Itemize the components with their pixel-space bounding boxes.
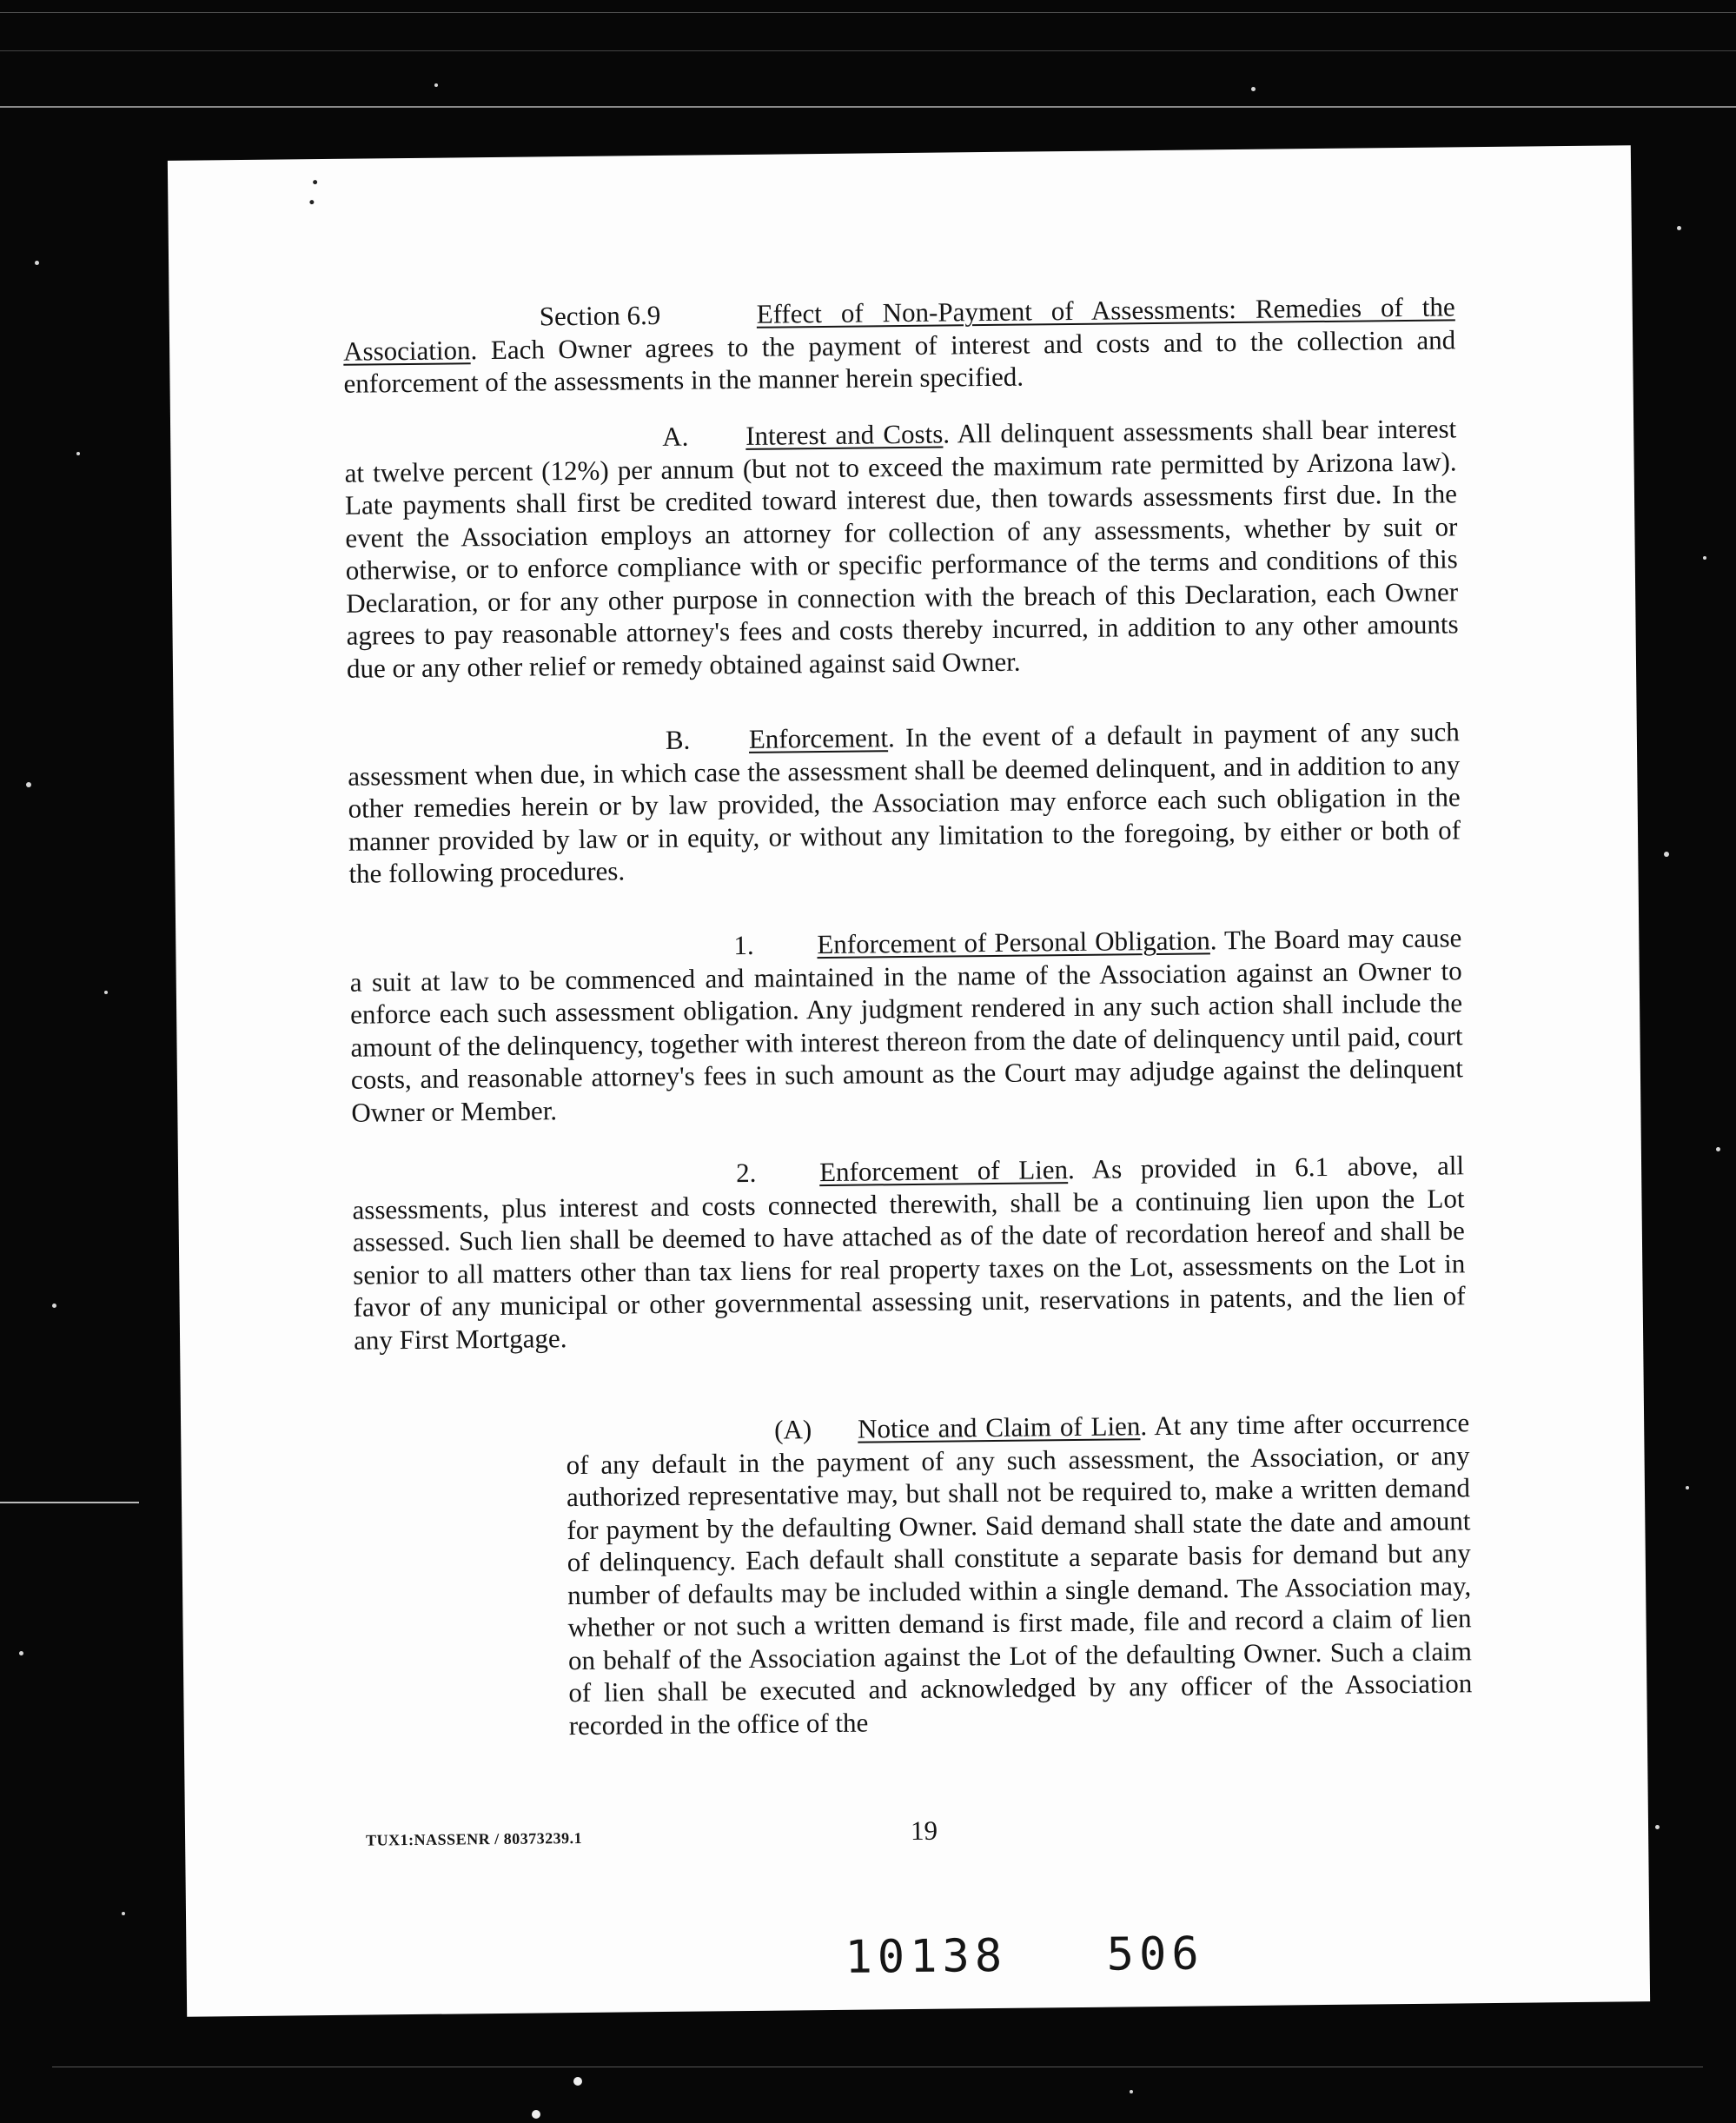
- paragraph-2: [352, 1149, 1466, 1356]
- section-6-9: [343, 290, 1456, 400]
- paragraph-1: [349, 921, 1463, 1128]
- para-a-sub-label: (A): [774, 1414, 812, 1445]
- para-a-sub-heading: Notice and Claim of Lien: [858, 1410, 1141, 1444]
- para-a-label: A.: [662, 421, 689, 452]
- para-b-body: . In the event of a default in payment of any such assessment when due, in which case the assessment shall be deemed delinquent, and in addition to any other remedies herein or by law provided, the Association may enforce each such obligation in the manner provided by law or in equity, or without any limitation to the foregoing, by either or both of the following procedures.: [348, 716, 1461, 889]
- para-2-label: 2.: [735, 1157, 757, 1189]
- para-1-body: . The Board may cause a suit at law to be commenced and maintained in the name of the Association against an Owner to enforce each such assessment obligation. Any judgment rendered in any such action shall include the amount of the delinquency, together with interest thereon from the date of delinquency until paid, court costs, and reasonable attorney's fees in such amount as the Court may adjudge against the delinquent Owner or Member.: [349, 922, 1464, 1128]
- recording-stamp: [845, 1928, 1204, 1984]
- para-1-label: 1.: [733, 929, 754, 961]
- para-2-heading: Enforcement of Lien: [818, 1154, 1069, 1188]
- para-2-body: . As provided in 6.1 above, all assessments, plus interest and costs connected therewith, shall be a continuing lien upon the Lot assessed. Such lien shall be deemed to have attached as of the date of recordation hereof and shall be senior to all matters other than tax liens for real property taxes on the Lot, assessments on the Lot in favor of any municipal or other governmental assessing unit, reservations in patents, and the lien of any First Mortgage.: [352, 1150, 1466, 1356]
- paragraph-a: [344, 412, 1459, 684]
- paragraph-a-sub: [566, 1379, 1474, 1768]
- para-1-heading: Enforcement of Personal Obligation: [817, 925, 1210, 960]
- section-number: Section 6.9: [539, 299, 661, 332]
- para-a-heading: Interest and Costs: [745, 418, 944, 451]
- speck: [313, 180, 317, 184]
- para-b-heading: Enforcement: [748, 722, 889, 754]
- page-number: 19: [910, 1815, 938, 1847]
- document-page: [168, 145, 1650, 2017]
- section-title: Effect of Non-Payment of Assessments: Remedies of the Association: [342, 291, 1455, 367]
- para-a-body: . All delinquent assessments shall bear interest at twelve percent (12%) per annum (but not to exceed the maximum rate permitted by Arizona law). Late payments shall first be credited toward interest due, then towards assessments first due. In the event the Association employs an attorney for collection of any assessments, whether by suit or otherwise, or to enforce compliance with or specific performance of the terms and conditions of this Declaration, or for any other purpose in connection with the breach of this Declaration, each Owner agrees to pay reasonable attorney's fees and costs thereby incurred, in addition to any other amounts due or any other relief or remedy obtained against said Owner.: [344, 413, 1459, 684]
- para-a-sub-body: . At any time after occurrence of any default in the payment of any such assessment, the Association, or any authorized representative may, but shall not be required to, make a written demand for payment by the defaulting Owner. Said demand shall state the date and amount of delinquency. Each default shall constitute a separate basis for demand but any number of defaults may be included within a single demand. The Association may, whether or not such a written demand is first made, file and record a claim of lien on behalf of the Association against the Lot of the defaulting Owner. Such a claim of lien shall be executed and acknowledged by any officer of the Association recorded in the office of the: [566, 1407, 1473, 1741]
- document-id: TUX1:NASSENR / 80373239.1: [366, 1828, 583, 1849]
- speck: [309, 200, 314, 204]
- paragraph-b: [348, 715, 1461, 890]
- para-b-label: B.: [665, 724, 691, 755]
- stamp-book: 10138: [845, 1929, 1008, 1984]
- stamp-page: 506: [1106, 1927, 1204, 1981]
- section-intro: . Each Owner agrees to the payment of interest and costs and to the collection and enforcement of the assessments in the manner herein specified.: [343, 323, 1456, 399]
